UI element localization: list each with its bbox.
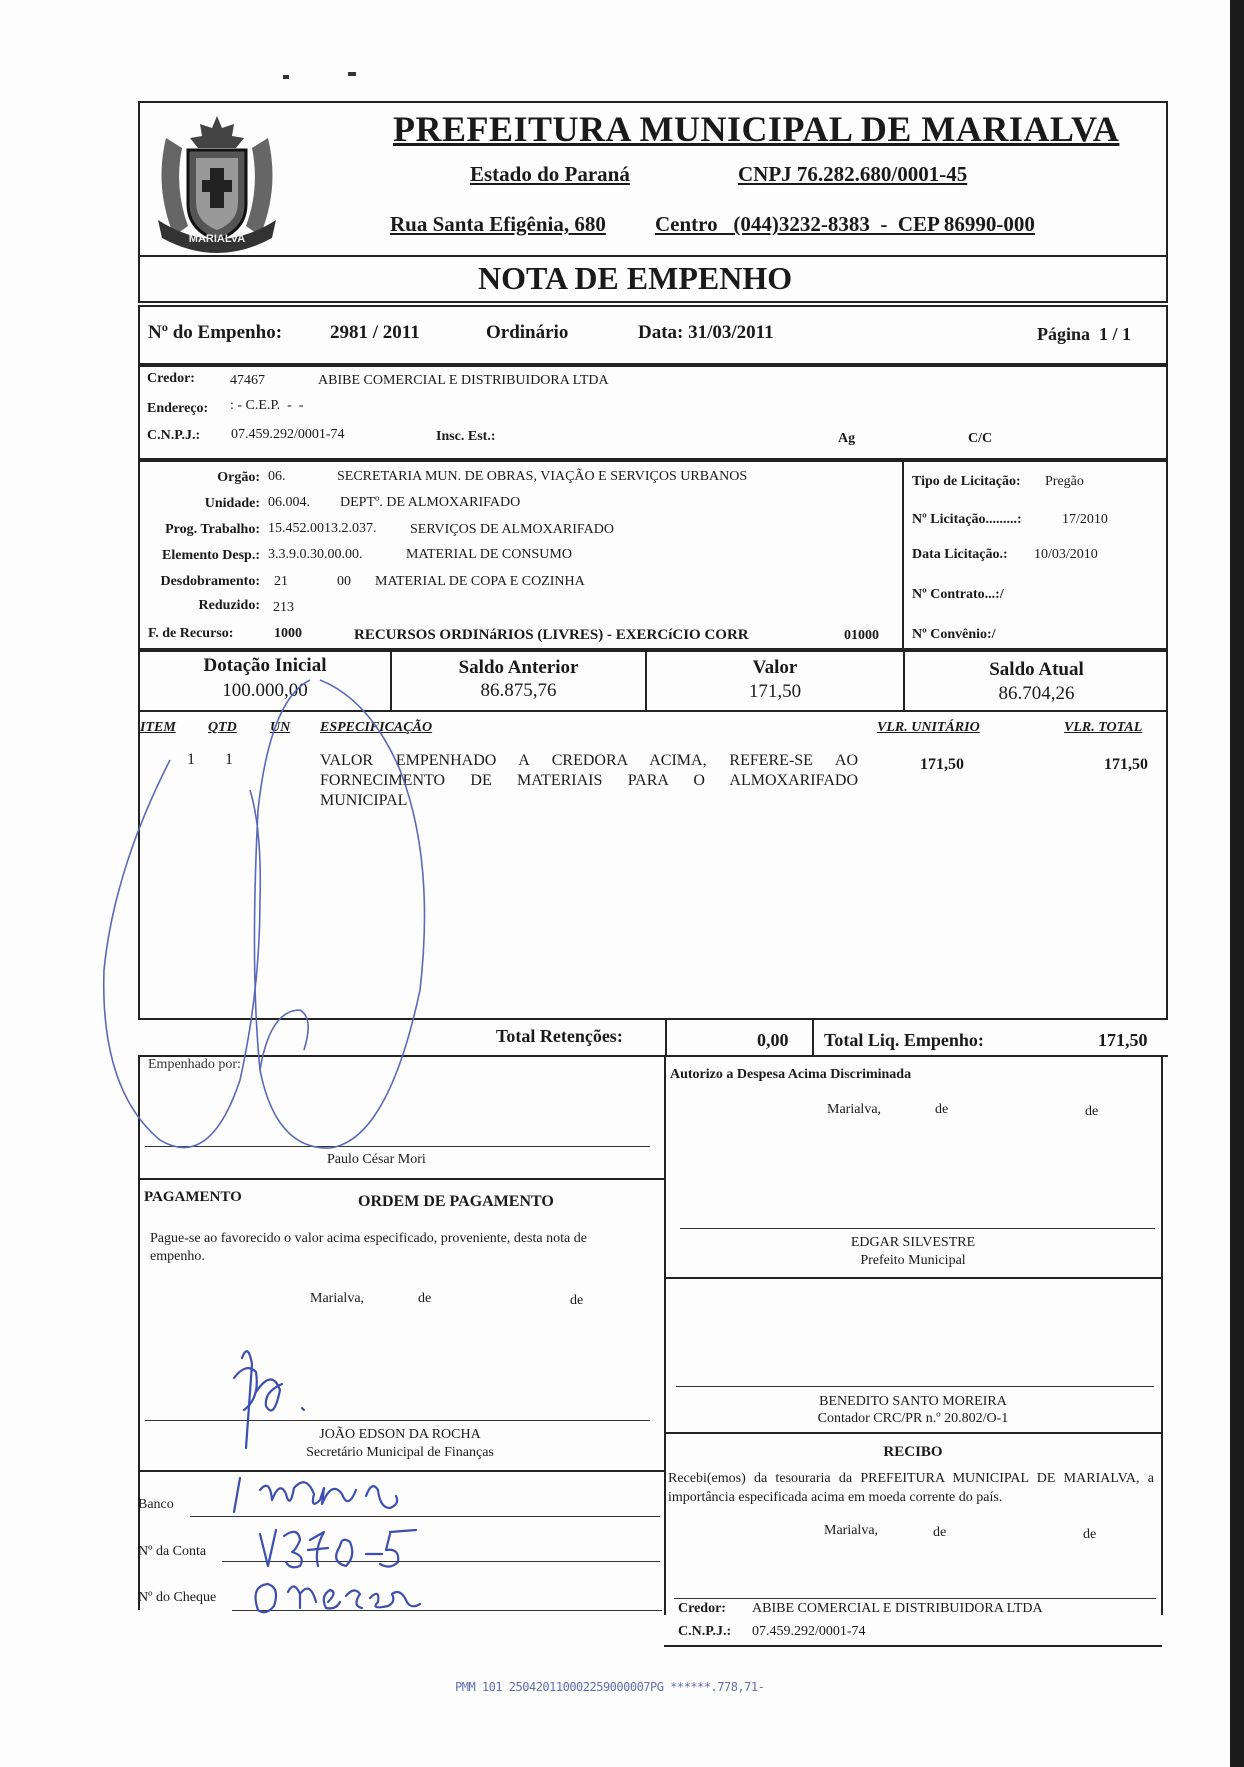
data-licitacao-label: Data Licitação.: [912, 547, 1008, 562]
valor-value: 171,50 [748, 681, 802, 702]
divider [902, 460, 904, 650]
recibo-title: RECIBO [883, 1444, 943, 1460]
divider [138, 255, 1168, 257]
saldo-atual-label: Saldo Atual [989, 659, 1084, 680]
de-label: de [1083, 1527, 1097, 1542]
divider [1161, 1055, 1163, 1615]
recibo-text: Recebi(emos) da tesouraria da PREFEITURA MUNICIPAL DE MARIALVA, a importância especificada acima em moeda corrente do país. [668, 1471, 1154, 1505]
prog-trabalho-name: SERVIÇOS DE ALMOXARIFADO [410, 522, 614, 537]
cc-label: C/C [968, 431, 993, 446]
desdobramento-name: MATERIAL DE COPA E COZINHA [375, 574, 585, 589]
valor-label: Valor [752, 657, 798, 678]
divider [665, 1018, 667, 1055]
recibo-cnpj-label: C.N.P.J.: [678, 1624, 732, 1639]
recibo-credor-label: Credor: [678, 1601, 726, 1616]
dotacao-inicial-value: 100.000,00 [222, 680, 308, 701]
total-retencoes-value: 0,00 [757, 1030, 789, 1050]
tipo-licitacao-value: Pregão [1045, 474, 1084, 489]
de-label: de [933, 1525, 947, 1540]
scan-speck [348, 72, 356, 76]
item-description-line: VALOR EMPENHADO A CREDORA ACIMA, REFERE-SE AO [320, 752, 858, 769]
recibo-credor-value: ABIBE COMERCIAL E DISTRIBUIDORA LTDA [752, 1601, 1043, 1616]
prog-trabalho-label: Prog. Trabalho: [165, 522, 260, 537]
item-number: 1 [187, 751, 195, 768]
tipo-licitacao-label: Tipo de Licitação: [912, 474, 1021, 489]
scan-speck [283, 75, 289, 79]
secretario-title: Secretário Municipal de Finanças [306, 1445, 494, 1460]
col-qtd: QTD [208, 720, 237, 735]
marialva-label: Marialva, [827, 1102, 882, 1117]
elemento-code: 3.3.9.0.30.00.00. [268, 547, 363, 562]
elemento-name: MATERIAL DE CONSUMO [406, 547, 572, 562]
empenhado-por-name: Paulo César Mori [327, 1152, 426, 1167]
de-label: de [935, 1102, 949, 1117]
de-label: de [570, 1293, 584, 1308]
empenho-number: 2981 / 2011 [330, 322, 420, 343]
insc-est-label: Insc. Est.: [436, 429, 496, 444]
total-liq-value: 171,50 [1098, 1030, 1148, 1050]
autorizo-label: Autorizo a Despesa Acima Discriminada [670, 1067, 912, 1082]
fonte-recurso-name: RECURSOS ORDINáRIOS (LIVRES) - EXERCíCIO CORR [354, 627, 749, 643]
desdobramento-a: 21 [274, 574, 288, 589]
desdobramento-b: 00 [337, 574, 351, 589]
divider [664, 1277, 1162, 1279]
empenhado-signature [100, 670, 440, 1190]
cheque-label: Nº do Cheque [138, 1590, 217, 1605]
reduzido-label: Reduzido: [198, 598, 260, 613]
item-description-line: MUNICIPAL [320, 792, 408, 809]
divider [664, 1645, 1162, 1647]
num-licitacao-value: 17/2010 [1062, 512, 1108, 527]
empenhado-por-label: Empenhado por: [148, 1057, 241, 1072]
divider [664, 1432, 1162, 1434]
marialva-label: Marialva, [310, 1291, 365, 1306]
saldo-atual-value: 86.704,26 [998, 683, 1075, 704]
endereco-value: : - C.E.P. - - [230, 398, 304, 413]
col-un: UN [270, 720, 291, 735]
empenho-number-label: Nº do Empenho: [148, 322, 283, 343]
de-label: de [418, 1291, 432, 1306]
item-description-line: FORNECIMENTO DE MATERIAIS PARA O ALMOXARIFADO [320, 772, 858, 789]
signature-line [680, 1228, 1155, 1229]
page-number: Página 1 / 1 [1037, 324, 1132, 344]
signature-line [676, 1386, 1154, 1387]
prefeito-title: Prefeito Municipal [860, 1253, 966, 1268]
col-vlr-total: VLR. TOTAL [1064, 720, 1143, 735]
col-item: ITEM [140, 720, 176, 735]
desdobramento-label: Desdobramento: [160, 574, 260, 589]
municipal-crest-logo [148, 108, 286, 258]
fonte-recurso-extra: 01000 [844, 628, 879, 643]
secretario-signature [226, 1338, 336, 1458]
num-licitacao-label: Nº Licitação.........: [912, 512, 1022, 527]
signature-line [145, 1420, 650, 1421]
item-qtd: 1 [225, 751, 233, 768]
svg-text:MARIALVA: MARIALVA [188, 233, 246, 245]
orgao-code: 06. [268, 469, 286, 484]
conta-label: Nº da Conta [138, 1544, 207, 1559]
prog-trabalho-code: 15.452.0013.2.037. [268, 521, 377, 536]
credor-cnpj: 07.459.292/0001-74 [231, 427, 345, 442]
pagamento-label: PAGAMENTO [144, 1189, 242, 1205]
signature-line [674, 1598, 1156, 1599]
endereco-label: Endereço: [147, 401, 209, 416]
page-title: PREFEITURA MUNICIPAL DE MARIALVA [393, 109, 1120, 149]
orgao-label: Orgão: [217, 470, 260, 485]
de-label: de [1085, 1104, 1099, 1119]
secretario-name: JOÃO EDSON DA ROCHA [319, 1427, 481, 1442]
contador-name: BENEDITO SANTO MOREIRA [819, 1394, 1007, 1409]
marialva-label: Marialva, [824, 1523, 879, 1538]
document-title: NOTA DE EMPENHO [478, 260, 793, 296]
empenho-date: Data: 31/03/2011 [638, 322, 774, 343]
credor-label: Credor: [147, 371, 195, 386]
item-vlr-total: 171,50 [1104, 756, 1148, 773]
dotacao-inicial-label: Dotação Inicial [203, 655, 327, 676]
elemento-label: Elemento Desp.: [162, 548, 260, 563]
ag-label: Ag [838, 431, 856, 446]
recibo-cnpj-value: 07.459.292/0001-74 [752, 1624, 866, 1639]
credor-code: 47467 [230, 373, 265, 388]
banco-label: Banco [138, 1497, 174, 1512]
divider [664, 1055, 666, 1615]
total-retencoes-label: Total Retenções: [496, 1026, 623, 1046]
pague-se-text: Pague-se ao favorecido o valor acima especificado, proveniente, desta nota de empenho. [150, 1231, 587, 1264]
unidade-name: DEPTº. DE ALMOXARIFADO [340, 495, 521, 510]
contador-title: Contador CRC/PR n.º 20.802/O-1 [817, 1411, 1009, 1426]
cnpj-label: CNPJ 76.282.680/0001-45 [738, 162, 968, 186]
empenho-type: Ordinário [486, 322, 569, 343]
col-vlr-unitario: VLR. UNITÁRIO [877, 720, 980, 735]
unidade-label: Unidade: [204, 496, 260, 511]
data-licitacao-value: 10/03/2010 [1034, 547, 1098, 562]
item-vlr-unitario: 171,50 [920, 756, 964, 773]
reduzido-value: 213 [273, 600, 294, 615]
fonte-recurso-label: F. de Recurso: [148, 626, 234, 641]
footer-code: PMM 101 250420110002259000007PG ******.778,71- [455, 1680, 765, 1694]
prefeito-name: EDGAR SILVESTRE [850, 1235, 976, 1250]
address-street: Rua Santa Efigênia, 680 [390, 212, 606, 236]
contrato-label: Nº Contrato...:/ [912, 587, 1004, 602]
address-contact: Centro (044)3232-8383 - CEP 86990-000 [655, 212, 1035, 236]
saldo-anterior-value: 86.875,76 [480, 680, 557, 701]
fonte-recurso-code: 1000 [274, 626, 302, 641]
credor-name: ABIBE COMERCIAL E DISTRIBUIDORA LTDA [318, 373, 609, 388]
orgao-name: SECRETARIA MUN. DE OBRAS, VIAÇÃO E SERVIÇOS URBANOS [337, 469, 748, 484]
ordem-pagamento-label: ORDEM DE PAGAMENTO [358, 1193, 554, 1210]
state-label: Estado do Paraná [470, 162, 630, 186]
cnpj-label: C.N.P.J.: [147, 428, 201, 443]
convenio-label: Nº Convênio:/ [912, 627, 996, 642]
handwriting-banco-conta-cheque [220, 1470, 480, 1620]
total-liq-label: Total Liq. Empenho: [824, 1030, 984, 1050]
scan-edge [1230, 0, 1244, 1767]
saldo-anterior-label: Saldo Anterior [458, 657, 579, 678]
divider [812, 1018, 814, 1055]
unidade-code: 06.004. [268, 495, 310, 510]
col-especificacao: ESPECIFICAÇÃO [320, 720, 433, 735]
